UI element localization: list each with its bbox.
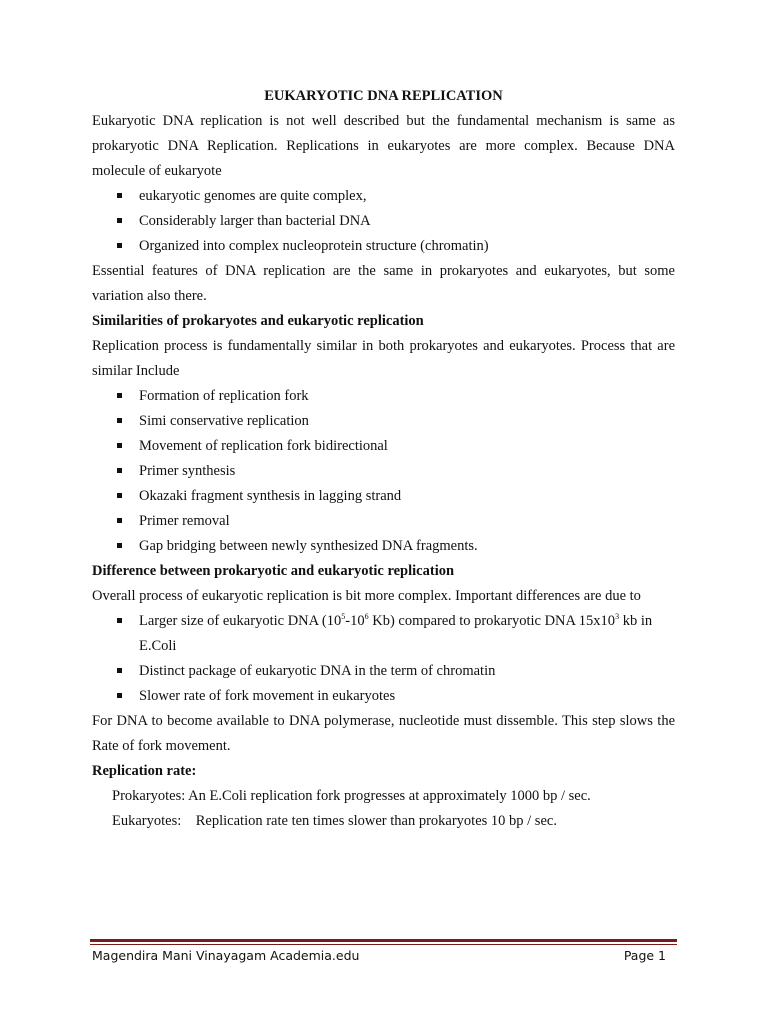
list-item: Movement of replication fork bidirectional (92, 434, 675, 459)
list-item: Considerably larger than bacterial DNA (92, 209, 675, 234)
similarities-bullet-list (92, 384, 675, 559)
list-item: Simi conservative replication (92, 409, 675, 434)
footer-author: Magendira Mani Vinayagam Academia.edu (92, 948, 360, 963)
bullet-square-icon (117, 193, 122, 198)
list-item: Slower rate of fork movement in eukaryotes (92, 684, 675, 709)
footer-rule (90, 939, 677, 942)
list-item: Primer removal (92, 509, 675, 534)
bullet-square-icon (117, 393, 122, 398)
document-title: EUKARYOTIC DNA REPLICATION (264, 88, 503, 104)
bullet-square-icon (117, 668, 122, 673)
list-item: Okazaki fragment synthesis in lagging strand (92, 484, 675, 509)
similarities-paragraph: Replication process is fundamentally similar in both prokaryotes and eukaryotes. Process that are similar Include (92, 338, 675, 379)
difference-paragraph: Overall process of eukaryotic replication is bit more complex. Important differences are due to (92, 588, 641, 604)
bullet-square-icon (117, 443, 122, 448)
page-number: Page 1 (623, 948, 666, 963)
page-footer (92, 946, 666, 966)
list-item: Larger size of eukaryotic DNA ($10^5-10^6$ Kb) compared to prokaryotic DNA $15x10^3$ kb in E.Coli (92, 609, 675, 659)
bullet-square-icon (117, 518, 122, 523)
list-item: Organized into complex nucleoprotein structure (chromatin) (92, 234, 675, 259)
difference-heading: Difference between prokaryotic and eukaryotic replication (92, 563, 455, 579)
bullet-square-icon (117, 468, 122, 473)
list-item: Primer synthesis (92, 459, 675, 484)
essential-features-paragraph: Essential features of DNA replication are the same in prokaryotes and eukaryotes, but some variation also there. (92, 263, 675, 304)
intro-paragraph: Eukaryotic DNA replication is not well described but the fundamental mechanism is same as prokaryotic DNA Replication. Replications in eukaryotes are more complex. Because DNA molecule of eukaryote (92, 113, 675, 179)
eukaryotes-rate-line: Eukaryotes: Replication rate ten times slower than prokaryotes 10 bp / sec. (112, 813, 557, 829)
bullet-square-icon (117, 418, 122, 423)
list-item: eukaryotic genomes are quite complex, (92, 184, 675, 209)
list-item: Formation of replication fork (92, 384, 675, 409)
bullet-square-icon (117, 243, 122, 248)
list-item: Distinct package of eukaryotic DNA in the term of chromatin (92, 659, 675, 684)
bullet-square-icon (117, 493, 122, 498)
page-content (92, 84, 675, 834)
footer-rule-thin (90, 944, 677, 945)
intro-bullet-list (92, 184, 675, 259)
replication-rate-heading: Replication rate: (92, 763, 197, 779)
difference-bullet-list (92, 609, 675, 709)
list-item: Gap bridging between newly synthesized DNA fragments. (92, 534, 675, 559)
bullet-square-icon (117, 693, 122, 698)
prokaryotes-rate-line: Prokaryotes: An E.Coli replication fork progresses at approximately 1000 bp / sec. (112, 788, 591, 804)
similarities-heading: Similarities of prokaryotes and eukaryotic replication (92, 313, 424, 329)
bullet-square-icon (117, 618, 122, 623)
fork-movement-paragraph: For DNA to become available to DNA polymerase, nucleotide must dissemble. This step slows the Rate of fork movement. (92, 713, 675, 754)
bullet-square-icon (117, 218, 122, 223)
bullet-square-icon (117, 543, 122, 548)
